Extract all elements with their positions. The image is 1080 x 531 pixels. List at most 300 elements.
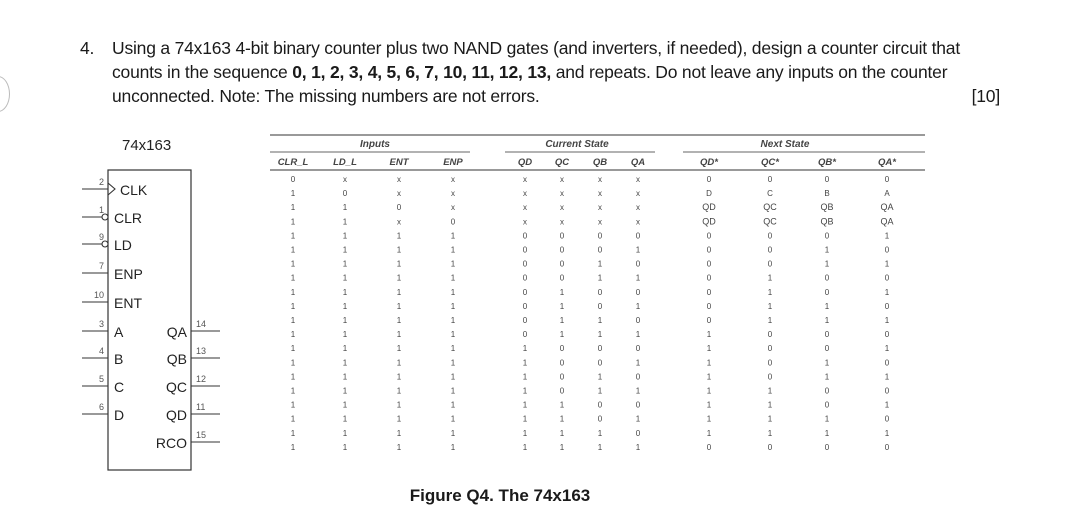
table-cell: x <box>636 189 640 199</box>
table-cell: 1 <box>884 344 890 354</box>
table-cell: 0 <box>767 231 773 241</box>
table-cell: 1 <box>396 442 402 452</box>
pin-number-qc: 12 <box>196 374 207 384</box>
table-cell: 1 <box>824 245 830 255</box>
table-cell: 1 <box>342 414 348 424</box>
table-cell: 1 <box>597 442 603 452</box>
table-cell: 1 <box>522 428 528 438</box>
table-cell: 0 <box>824 442 830 452</box>
table-cell: 1 <box>290 259 296 269</box>
table-cell: x <box>451 175 455 184</box>
table-cell: 0 <box>824 287 830 297</box>
table-cell: 1 <box>597 372 603 382</box>
table-cell: 0 <box>597 287 603 297</box>
table-cell: 1 <box>290 330 296 340</box>
table-cell: 0 <box>884 358 890 368</box>
table-row <box>291 189 891 198</box>
table-cell: 0 <box>290 175 296 184</box>
table-cell: x <box>598 217 602 227</box>
table-cell: 1 <box>706 344 712 354</box>
table-cell: 0 <box>884 273 890 283</box>
table-cell: 1 <box>635 330 641 340</box>
table-cell: 0 <box>522 231 528 241</box>
table-cell: 0 <box>824 400 830 410</box>
table-cell: A <box>884 189 890 199</box>
table-cell: 0 <box>559 358 565 368</box>
table-cell: 0 <box>767 259 773 269</box>
table-cell: 1 <box>450 301 456 311</box>
table-cell: 0 <box>597 414 603 424</box>
table-cell: 0 <box>559 231 565 241</box>
table-cell: 1 <box>342 386 348 396</box>
table-cell: 1 <box>559 428 565 438</box>
pin-number-ld: 9 <box>98 232 104 242</box>
table-cell: 0 <box>884 175 890 184</box>
table-cell: x <box>397 189 401 199</box>
table-cell: 1 <box>767 414 773 424</box>
table-cell: 1 <box>290 316 296 325</box>
table-cell: 0 <box>635 428 641 438</box>
table-cell: 1 <box>635 386 641 396</box>
table-cell: 1 <box>342 316 348 325</box>
table-cell: 0 <box>559 372 565 382</box>
table-cell: 1 <box>396 301 402 311</box>
pin-label-a: A <box>114 324 124 340</box>
table-cell: x <box>560 217 564 227</box>
table-cell: 0 <box>706 442 712 452</box>
table-cell: 0 <box>706 175 712 184</box>
pin-number-enp: 7 <box>98 261 104 271</box>
table-cell: 1 <box>522 372 528 382</box>
table-cell: 0 <box>597 231 603 241</box>
table-cell: 1 <box>635 273 641 283</box>
table-cell: 0 <box>559 245 565 255</box>
table-cell: x <box>523 189 527 199</box>
table-cell: 1 <box>450 231 456 241</box>
column-header-qa: QA* <box>878 157 896 168</box>
table-cell: x <box>636 217 640 227</box>
table-cell: 1 <box>290 372 296 382</box>
pin-label-ent: ENT <box>114 295 142 311</box>
table-cell: 1 <box>597 259 603 269</box>
table-cell: QB <box>820 202 834 213</box>
pin-label-ld: LD <box>114 237 132 253</box>
table-cell: 1 <box>450 358 456 368</box>
table-cell: 1 <box>396 273 402 283</box>
table-cell: 1 <box>522 400 528 410</box>
table-cell: 0 <box>824 330 830 340</box>
table-cell: 1 <box>290 400 296 410</box>
table-cell: 0 <box>706 287 712 297</box>
table-cell: 0 <box>522 316 528 325</box>
table-cell: QA <box>880 216 894 227</box>
table-cell: 0 <box>522 287 528 297</box>
table-column-headers <box>278 157 898 168</box>
table-cell: 0 <box>706 273 712 283</box>
column-header-clr-l: CLR_L <box>277 157 309 168</box>
group-header-inputs: Inputs <box>360 139 390 150</box>
table-cell: 1 <box>450 428 456 438</box>
table-cell: 1 <box>342 259 348 269</box>
table-cell: 0 <box>824 231 830 241</box>
pin-label-c: C <box>114 379 125 395</box>
table-cell: 1 <box>635 442 641 452</box>
table-cell: 1 <box>767 316 773 325</box>
table-cell: 1 <box>522 442 528 452</box>
table-cell: 1 <box>342 287 348 297</box>
table-row <box>291 443 890 452</box>
column-header-qc: QC* <box>761 157 779 168</box>
table-cell: D <box>706 189 712 199</box>
pin-number-clk: 2 <box>98 177 104 187</box>
table-cell: 0 <box>559 273 565 283</box>
table-cell: x <box>397 217 401 227</box>
table-cell: 1 <box>597 330 603 340</box>
table-cell: 1 <box>342 245 348 255</box>
table-cell: 0 <box>706 316 712 325</box>
table-cell: 0 <box>635 287 641 297</box>
table-cell: 0 <box>767 372 773 382</box>
table-cell: 1 <box>597 273 603 283</box>
table-cell: 1 <box>450 414 456 424</box>
table-cell: x <box>636 175 640 184</box>
figure-caption: Figure Q4. The 74x163 <box>409 486 591 505</box>
pin-label-clr: CLR <box>114 210 143 226</box>
pin-label-rco: RCO <box>155 435 187 451</box>
table-cell: 0 <box>522 301 528 311</box>
table-cell: 1 <box>597 316 603 325</box>
table-cell: x <box>598 175 602 184</box>
table-cell: 1 <box>559 414 565 424</box>
column-header-ent: ENT <box>389 157 409 168</box>
question-sequence: 0, 1, 2, 3, 4, 5, 6, 7, 10, 11, 12, 13, <box>292 62 552 82</box>
table-cell: 1 <box>559 400 565 410</box>
table-cell: 0 <box>559 386 565 396</box>
table-cell: 1 <box>290 273 296 283</box>
table-cell: 1 <box>522 344 528 354</box>
table-cell: 0 <box>559 344 565 354</box>
table-cell: 1 <box>767 287 773 297</box>
table-cell: 1 <box>450 386 456 396</box>
table-cell: 1 <box>290 245 296 255</box>
table-cell: 1 <box>450 442 456 452</box>
table-cell: 1 <box>290 203 296 213</box>
question-4 <box>80 36 1000 108</box>
question-text-part1: Using a 74x163 4-bit binary counter plus two NAND gates (and inverters, if needed), design a counter circuit that counts in the sequence <box>112 38 960 82</box>
table-cell: 1 <box>450 273 456 283</box>
table-cell: 1 <box>559 442 565 452</box>
table-cell: 1 <box>706 400 712 410</box>
table-cell: 1 <box>884 231 890 241</box>
table-cell: 1 <box>396 372 402 382</box>
table-cell: QB <box>820 216 834 227</box>
table-cell: 1 <box>450 400 456 410</box>
table-cell: 1 <box>290 231 296 241</box>
table-cell: 0 <box>522 245 528 255</box>
table-cell: 1 <box>342 273 348 283</box>
column-header-qc: QC <box>554 157 570 168</box>
table-cell: 0 <box>597 400 603 410</box>
column-header-qb: QB* <box>818 157 836 168</box>
table-cell: 1 <box>290 287 296 297</box>
table-cell: 1 <box>396 400 402 410</box>
pin-label-qa: QA <box>166 324 187 340</box>
table-cell: 0 <box>767 344 773 354</box>
table-cell: 1 <box>706 428 712 438</box>
table-cell: 0 <box>522 273 528 283</box>
table-cell: 1 <box>824 301 830 311</box>
table-cell: 1 <box>342 217 348 227</box>
table-cell: 1 <box>342 301 348 311</box>
table-cell: QC <box>763 216 777 227</box>
table-cell: 0 <box>884 442 890 452</box>
table-cell: x <box>523 217 527 227</box>
table-cell: QD <box>702 202 716 213</box>
pin-label-qd: QD <box>166 407 187 423</box>
table-cell: 1 <box>396 414 402 424</box>
table-cell: B <box>824 189 830 199</box>
table-cell: 1 <box>706 358 712 368</box>
table-cell: 1 <box>450 344 456 354</box>
table-cell: 0 <box>884 414 890 424</box>
table-cell: 1 <box>290 358 296 368</box>
table-cell: 1 <box>450 259 456 269</box>
table-cell: x <box>560 175 564 184</box>
table-cell: 1 <box>396 287 402 297</box>
pin-label-enp: ENP <box>114 266 143 282</box>
table-cell: 0 <box>767 358 773 368</box>
table-cell: 0 <box>597 344 603 354</box>
table-cell: 1 <box>767 301 773 311</box>
table-row <box>291 274 890 283</box>
table-cell: 1 <box>559 316 565 325</box>
table-cell: 1 <box>396 259 402 269</box>
table-cell: 1 <box>396 316 402 325</box>
table-cell: 1 <box>342 330 348 340</box>
table-cell: 0 <box>450 217 456 227</box>
chip-left-pins <box>82 177 148 423</box>
table-row <box>291 216 894 226</box>
table-cell: 1 <box>597 428 603 438</box>
table-cell: 1 <box>559 287 565 297</box>
table-cell: 1 <box>635 245 641 255</box>
pin-number-c: 5 <box>98 374 104 384</box>
table-row <box>291 316 890 325</box>
table-row <box>291 372 890 381</box>
table-row <box>291 330 890 339</box>
table-cell: 1 <box>342 231 348 241</box>
table-cell: 1 <box>450 316 456 325</box>
table-cell: 0 <box>559 259 565 269</box>
column-header-qa: QA <box>630 157 646 168</box>
table-cell: 1 <box>290 189 296 199</box>
table-cell: 1 <box>767 273 773 283</box>
pin-number-qd: 11 <box>196 402 206 412</box>
table-cell: QA <box>880 202 894 213</box>
table-cell: 1 <box>559 330 565 340</box>
table-row <box>291 175 890 184</box>
pin-number-clr: 1 <box>98 205 104 215</box>
table-cell: 0 <box>767 442 773 452</box>
table-cell: 1 <box>290 442 296 452</box>
table-row <box>291 302 890 311</box>
table-cell: 1 <box>884 287 890 297</box>
table-cell: 1 <box>706 372 712 382</box>
table-cell: 1 <box>884 316 890 325</box>
group-header-current-state: Current State <box>545 139 609 150</box>
table-cell: 0 <box>635 231 641 241</box>
table-row <box>291 344 890 353</box>
pin-number-ent: 10 <box>93 290 104 300</box>
group-header-next-state: Next State <box>760 139 810 150</box>
table-cell: 1 <box>824 358 830 368</box>
table-cell: 1 <box>342 358 348 368</box>
table-cell: x <box>523 175 527 184</box>
table-row <box>291 246 890 255</box>
chip-diagram <box>70 130 240 475</box>
table-row <box>291 260 890 269</box>
table-cell: 0 <box>522 259 528 269</box>
table-cell: 1 <box>824 316 830 325</box>
table-cell: x <box>397 175 401 184</box>
table-row <box>291 429 890 438</box>
pin-number-b: 4 <box>98 346 104 356</box>
table-cell: 0 <box>824 175 830 184</box>
table-cell: 1 <box>884 400 890 410</box>
page-edge-arc <box>0 76 10 112</box>
table-cell: 1 <box>290 414 296 424</box>
table-cell: 1 <box>884 259 890 269</box>
table-cell: 0 <box>706 259 712 269</box>
table-cell: 0 <box>635 372 641 382</box>
clock-triangle <box>108 183 115 195</box>
table-cell: 0 <box>597 245 603 255</box>
table-cell: 1 <box>884 372 890 382</box>
pin-number-qa: 14 <box>196 319 207 329</box>
column-header-ld-l: LD_L <box>333 157 357 168</box>
table-cell: 1 <box>767 428 773 438</box>
table-row <box>291 415 890 424</box>
table-cell: 0 <box>824 273 830 283</box>
table-cell: 1 <box>706 414 712 424</box>
table-cell: 1 <box>290 301 296 311</box>
table-cell: 1 <box>290 428 296 438</box>
table-cell: x <box>560 203 564 213</box>
table-cell: 1 <box>342 428 348 438</box>
column-header-qd: QD* <box>700 157 718 168</box>
table-cell: 1 <box>342 344 348 354</box>
table-cell: 1 <box>396 245 402 255</box>
table-cell: C <box>767 189 773 199</box>
table-cell: 0 <box>767 245 773 255</box>
table-cell: 1 <box>290 344 296 354</box>
column-header-enp: ENP <box>443 157 463 168</box>
table-cell: 0 <box>597 301 603 311</box>
pin-number-qb: 13 <box>196 346 207 356</box>
table-row <box>291 401 890 410</box>
table-cell: 1 <box>522 414 528 424</box>
table-row <box>291 231 890 240</box>
table-cell: 0 <box>884 301 890 311</box>
table-cell: 1 <box>450 287 456 297</box>
table-cell: 0 <box>635 344 641 354</box>
table-cell: 1 <box>450 330 456 340</box>
table-cell: 0 <box>824 344 830 354</box>
table-cell: QD <box>702 216 716 227</box>
pin-label-b: B <box>114 351 124 367</box>
table-cell: 0 <box>884 386 890 396</box>
table-cell: 0 <box>635 259 641 269</box>
table-cell: 1 <box>824 259 830 269</box>
table-cell: x <box>598 203 602 213</box>
table-cell: 1 <box>290 386 296 396</box>
table-cell: 0 <box>767 330 773 340</box>
table-cell: x <box>560 189 564 199</box>
table-cell: 1 <box>396 428 402 438</box>
table-cell: 1 <box>290 217 296 227</box>
question-text-part2: and repeats. Do not leave any inputs on the counter unconnected. Note: The missing numbers are not errors. <box>112 62 948 106</box>
table-row <box>291 358 890 367</box>
table-cell: 1 <box>396 330 402 340</box>
table-cell: 0 <box>706 301 712 311</box>
table-cell: 1 <box>635 301 641 311</box>
table-cell: 1 <box>450 372 456 382</box>
table-cell: 1 <box>767 386 773 396</box>
pin-number-d: 6 <box>98 402 104 412</box>
question-marks: [10] <box>971 86 1000 106</box>
column-header-qd: QD <box>517 157 533 168</box>
table-cell: 1 <box>396 231 402 241</box>
table-body <box>291 175 894 452</box>
table-cell: 0 <box>706 245 712 255</box>
table-cell: 1 <box>824 414 830 424</box>
function-table <box>265 130 930 475</box>
table-cell: x <box>451 203 455 213</box>
table-cell: x <box>523 203 527 213</box>
pin-number-a: 3 <box>98 319 104 329</box>
table-cell: 0 <box>396 203 402 213</box>
table-cell: 1 <box>522 358 528 368</box>
table-cell: 0 <box>824 386 830 396</box>
table-cell: 1 <box>396 358 402 368</box>
table-cell: 1 <box>706 330 712 340</box>
table-cell: 1 <box>824 372 830 382</box>
pin-label-d: D <box>114 407 125 423</box>
chip-name: 74x163 <box>122 137 172 154</box>
table-cell: 1 <box>824 428 830 438</box>
table-cell: 0 <box>522 330 528 340</box>
table-cell: x <box>451 189 455 199</box>
table-cell: 0 <box>342 189 348 199</box>
table-cell: 0 <box>597 358 603 368</box>
question-body <box>112 36 1000 108</box>
table-row <box>291 387 890 396</box>
table-cell: 1 <box>522 386 528 396</box>
table-cell: 1 <box>342 442 348 452</box>
table-cell: 1 <box>396 386 402 396</box>
table-cell: 0 <box>635 316 641 325</box>
table-cell: x <box>598 189 602 199</box>
table-cell: x <box>343 175 347 184</box>
chip-right-pins <box>156 319 220 451</box>
table-cell: 1 <box>884 428 890 438</box>
pin-number-rco: 15 <box>196 430 207 440</box>
table-cell: 1 <box>342 400 348 410</box>
table-cell: 1 <box>706 386 712 396</box>
table-cell: 1 <box>396 344 402 354</box>
table-cell: 1 <box>342 372 348 382</box>
pin-label-qc: QC <box>166 379 187 395</box>
